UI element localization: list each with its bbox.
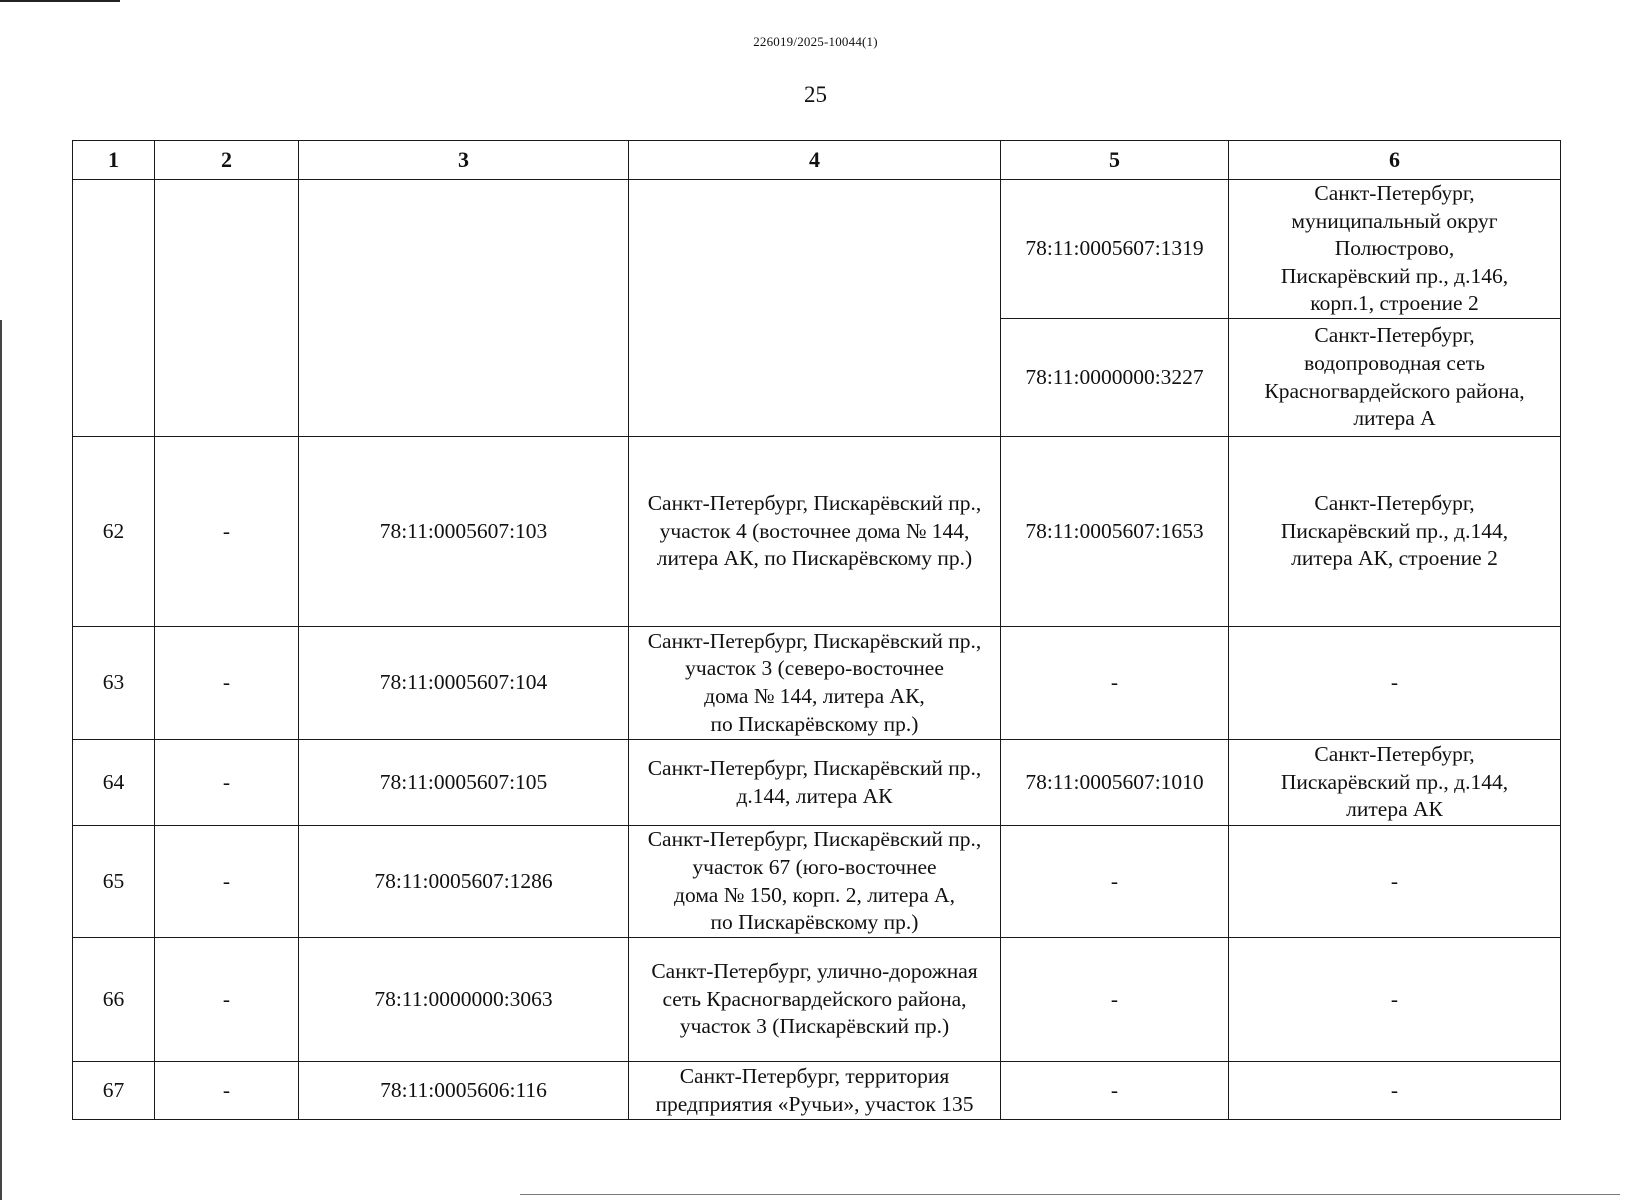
table-cell-number: 66 [73,938,155,1062]
page-number: 25 [804,82,827,107]
column-header-3: 3 [299,141,629,180]
table-cell-address: - [1229,627,1561,740]
table-cell-number: 62 [73,437,155,627]
cont-cell-col4 [629,180,1001,437]
cont-cell-col2 [155,180,299,437]
table-cell-land-address: Санкт-Петербург, территория предприятия «Ручьи», участок 135 [629,1062,1001,1120]
table-row-67 [73,1062,1561,1120]
table-cell-number: 65 [73,826,155,938]
table-cell-number: 63 [73,627,155,740]
table-cell-col2: - [155,740,299,826]
cont-cell-col3 [299,180,629,437]
scan-left-edge [0,320,2,1200]
table-cell-number: 64 [73,740,155,826]
table-cell-land-plot: 78:11:0005607:104 [299,627,629,740]
table-cell-cadastral: - [1001,938,1229,1062]
table-cell-cadastral: 78:11:0005607:1653 [1001,437,1229,627]
table-cell-land-address: Санкт-Петербург, Пискарёвский пр., участок 67 (юго-восточнее дома № 150, корп. 2, литера А, по Пискарёвскому пр.) [629,826,1001,938]
table-cell-address: Санкт-Петербург, водопроводная сеть Красногвардейского района, литера А [1229,319,1561,437]
table-cell-land-plot: 78:11:0005607:1286 [299,826,629,938]
table-cell-land-plot: 78:11:0005606:116 [299,1062,629,1120]
document-number: 226019/2025-10044(1) [753,34,878,49]
table-cell-cadastral: - [1001,1062,1229,1120]
table-cell-address: Санкт-Петербург, муниципальный округ Полюстрово, Пискарёвский пр., д.146, корп.1, строение 2 [1229,180,1561,319]
table-cell-cadastral: - [1001,627,1229,740]
table-cell-land-address: Санкт-Петербург, Пискарёвский пр., участок 4 (восточнее дома № 144, литера АК, по Пискарёвскому пр.) [629,437,1001,627]
scan-bottom-noise [520,1194,1620,1195]
table-cell-cadastral: 78:11:0000000:3227 [1001,319,1229,437]
table-cell-land-address: Санкт-Петербург, улично-дорожная сеть Красногвардейского района, участок 3 (Пискарёвский пр.) [629,938,1001,1062]
table-cell-address: - [1229,938,1561,1062]
column-header-2: 2 [155,141,299,180]
table-cell-land-plot: 78:11:0005607:103 [299,437,629,627]
table-cell-land-address: Санкт-Петербург, Пискарёвский пр., д.144, литера АК [629,740,1001,826]
table-cell-land-plot: 78:11:0000000:3063 [299,938,629,1062]
table-row-62 [73,437,1561,627]
header-row [73,141,1561,180]
table-cell-land-plot: 78:11:0005607:105 [299,740,629,826]
table-row-65 [73,826,1561,938]
column-header-1: 1 [73,141,155,180]
scan-edge-mark [0,0,120,2]
column-header-4: 4 [629,141,1001,180]
table-cell-col2: - [155,627,299,740]
table-cell-number: 67 [73,1062,155,1120]
table-cell-cadastral: 78:11:0005607:1010 [1001,740,1229,826]
table-cell-address: Санкт-Петербург, Пискарёвский пр., д.144, литера АК [1229,740,1561,826]
table-cell-cadastral: - [1001,826,1229,938]
table-row-63 [73,627,1561,740]
table-cell-col2: - [155,938,299,1062]
table-cell-address: - [1229,1062,1561,1120]
table-cell-col2: - [155,826,299,938]
cadastral-table [72,140,1561,1120]
table-cell-cadastral: 78:11:0005607:1319 [1001,180,1229,319]
column-header-6: 6 [1229,141,1561,180]
table-cell-col2: - [155,1062,299,1120]
table-row-64 [73,740,1561,826]
cont-cell-number [73,180,155,437]
table-cell-col2: - [155,437,299,627]
continuation-row-1 [73,180,1561,319]
table-row-66 [73,938,1561,1062]
table-cell-address: - [1229,826,1561,938]
column-header-5: 5 [1001,141,1229,180]
table-cell-address: Санкт-Петербург, Пискарёвский пр., д.144, литера АК, строение 2 [1229,437,1561,627]
table-cell-land-address: Санкт-Петербург, Пискарёвский пр., участок 3 (северо-восточнее дома № 144, литера АК, по Пискарёвскому пр.) [629,627,1001,740]
